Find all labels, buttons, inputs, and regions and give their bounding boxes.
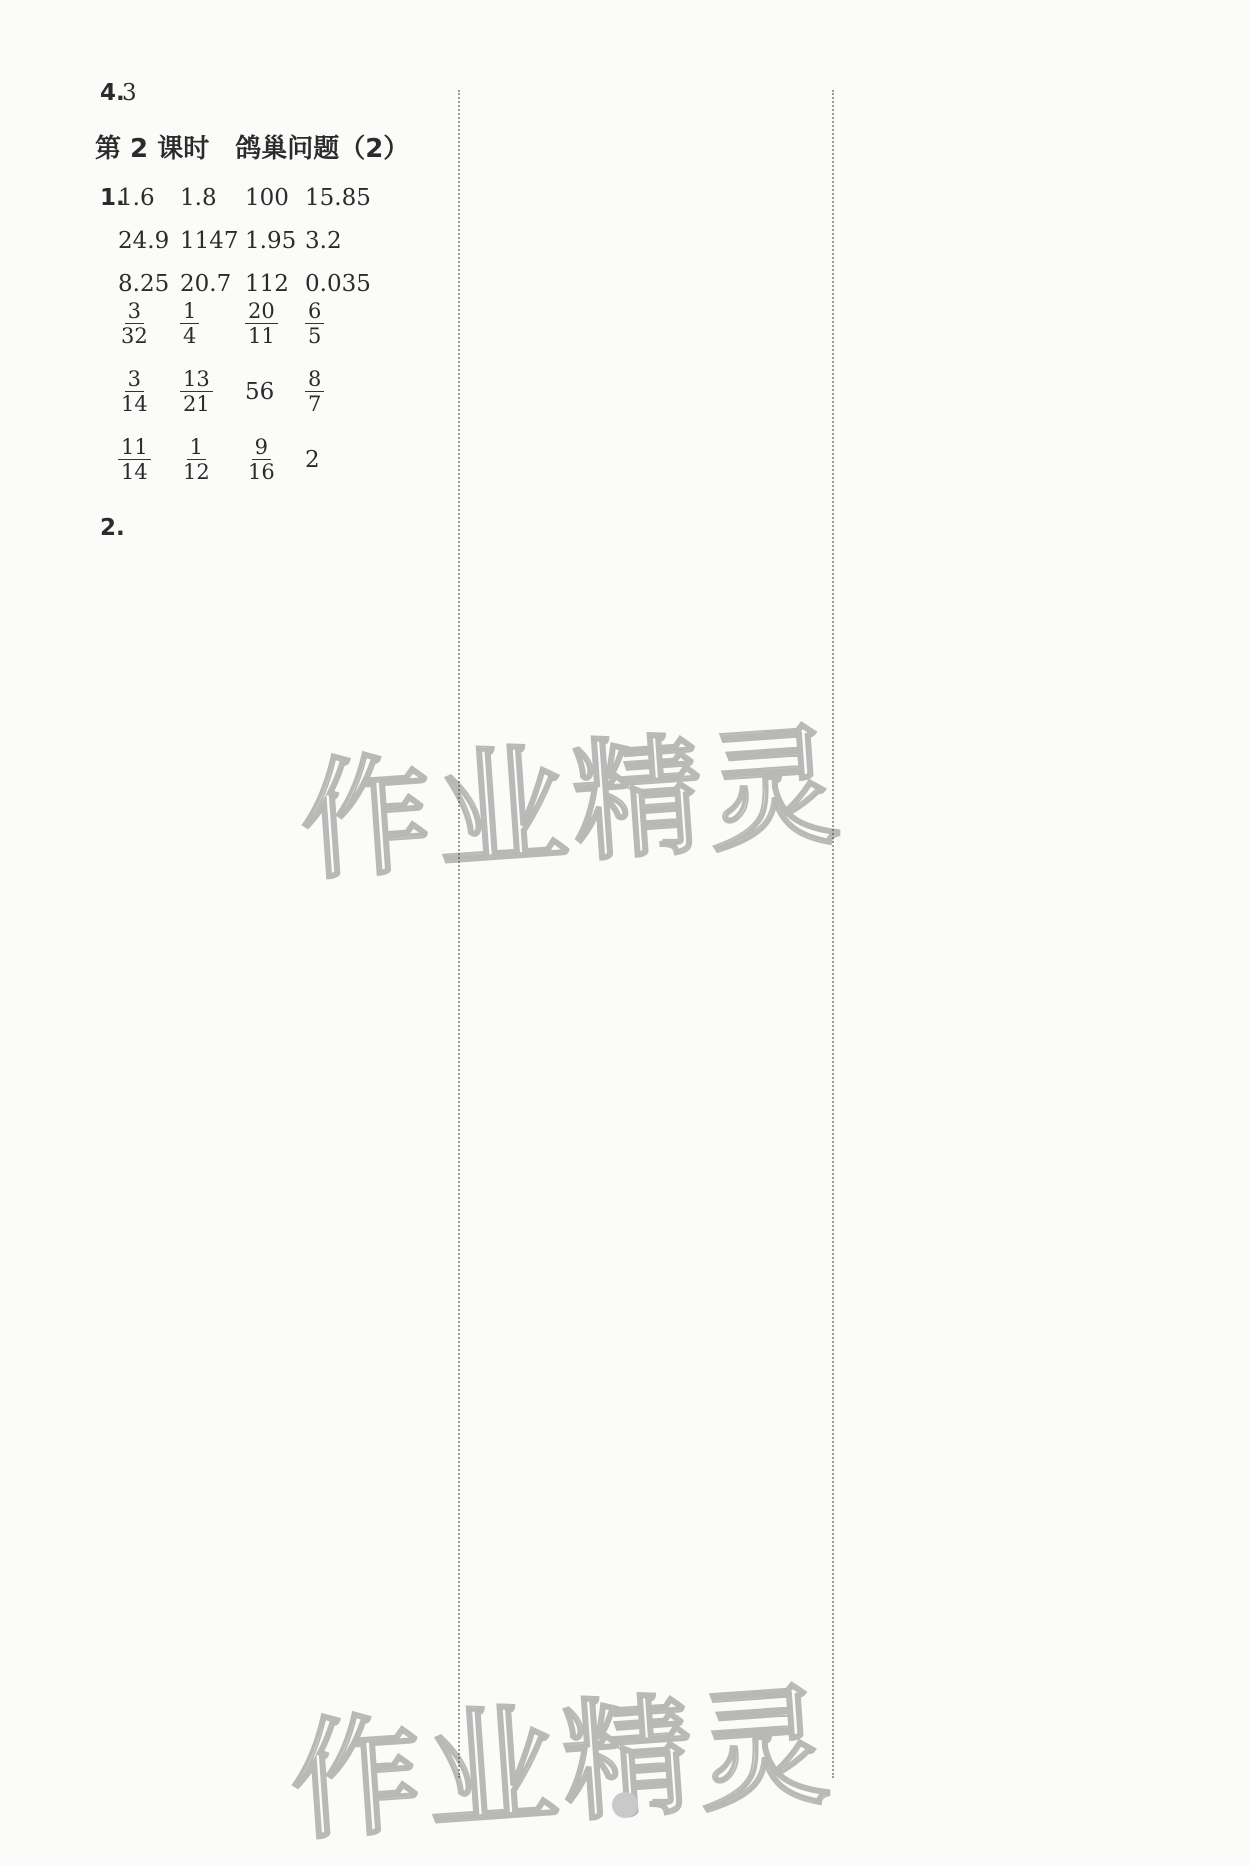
answer-cell: 1147 (180, 228, 239, 254)
answer-cell: 0.035 (305, 271, 371, 297)
answer-value: 3 (122, 80, 137, 106)
numerator: 13 (180, 368, 213, 392)
fraction (305, 300, 324, 347)
numerator: 3 (125, 300, 144, 324)
answer-cell: 100 (245, 185, 289, 211)
denominator: 21 (183, 392, 210, 417)
fraction (180, 300, 199, 347)
answer-cell: 8.25 (118, 271, 170, 297)
answer-cell (245, 436, 278, 483)
numerator: 11 (118, 436, 151, 460)
answer-cell: 20.7 (180, 271, 232, 297)
answer-cell: 56 (245, 379, 275, 405)
answer-cell: 2 (305, 447, 320, 473)
answer-cell (180, 436, 213, 483)
denominator: 4 (183, 324, 197, 349)
fraction (118, 300, 151, 347)
fraction (118, 368, 151, 415)
answer-cell (180, 368, 213, 415)
question-number: 1. (100, 185, 125, 211)
answer-column-3 (855, 70, 1195, 1838)
fraction (180, 436, 213, 483)
column-divider-left (458, 90, 460, 1778)
question-number: 4. (100, 80, 125, 106)
lesson-title: 第 2 课时 鸽巢问题（2） (95, 134, 410, 164)
denominator: 14 (121, 392, 148, 417)
denominator: 12 (183, 460, 210, 485)
fraction (245, 436, 278, 483)
answer-cell (245, 300, 278, 347)
answer-cell: 1.8 (180, 185, 217, 211)
answer-cell: 24.9 (118, 228, 170, 254)
column-divider-right (832, 90, 834, 1778)
watermark-bottom: 作业精灵 (286, 1669, 840, 1859)
fraction (305, 368, 324, 415)
question-number: 2. (100, 515, 125, 541)
answer-cell: 1.95 (245, 228, 297, 254)
answer-cell: 3.2 (305, 228, 342, 254)
denominator: 32 (121, 324, 148, 349)
answer-column-1 (95, 70, 440, 1838)
fraction (118, 436, 151, 483)
numerator: 20 (245, 300, 278, 324)
answer-cell (118, 436, 151, 483)
denominator: 16 (248, 460, 275, 485)
numerator: 3 (125, 368, 144, 392)
numerator: 8 (305, 368, 324, 392)
denominator: 5 (308, 324, 322, 349)
denominator: 7 (308, 392, 322, 417)
denominator: 11 (248, 324, 275, 349)
answer-cell (180, 300, 199, 347)
denominator: 14 (121, 460, 148, 485)
numerator: 1 (180, 300, 199, 324)
numerator: 9 (252, 436, 271, 460)
fraction (245, 300, 278, 347)
fraction (180, 368, 213, 415)
answer-cell: 112 (245, 271, 289, 297)
answer-cell (118, 368, 151, 415)
answer-cell (305, 368, 324, 415)
answer-cell: 15.85 (305, 185, 371, 211)
watermark-middle: 作业精灵 (296, 709, 850, 899)
numerator: 1 (187, 436, 206, 460)
answer-cell (305, 300, 324, 347)
answer-cell (118, 300, 151, 347)
answer-cell: 1.6 (118, 185, 155, 211)
answer-column-2 (480, 70, 825, 1838)
numerator: 6 (305, 300, 324, 324)
page-mark (612, 1792, 638, 1818)
